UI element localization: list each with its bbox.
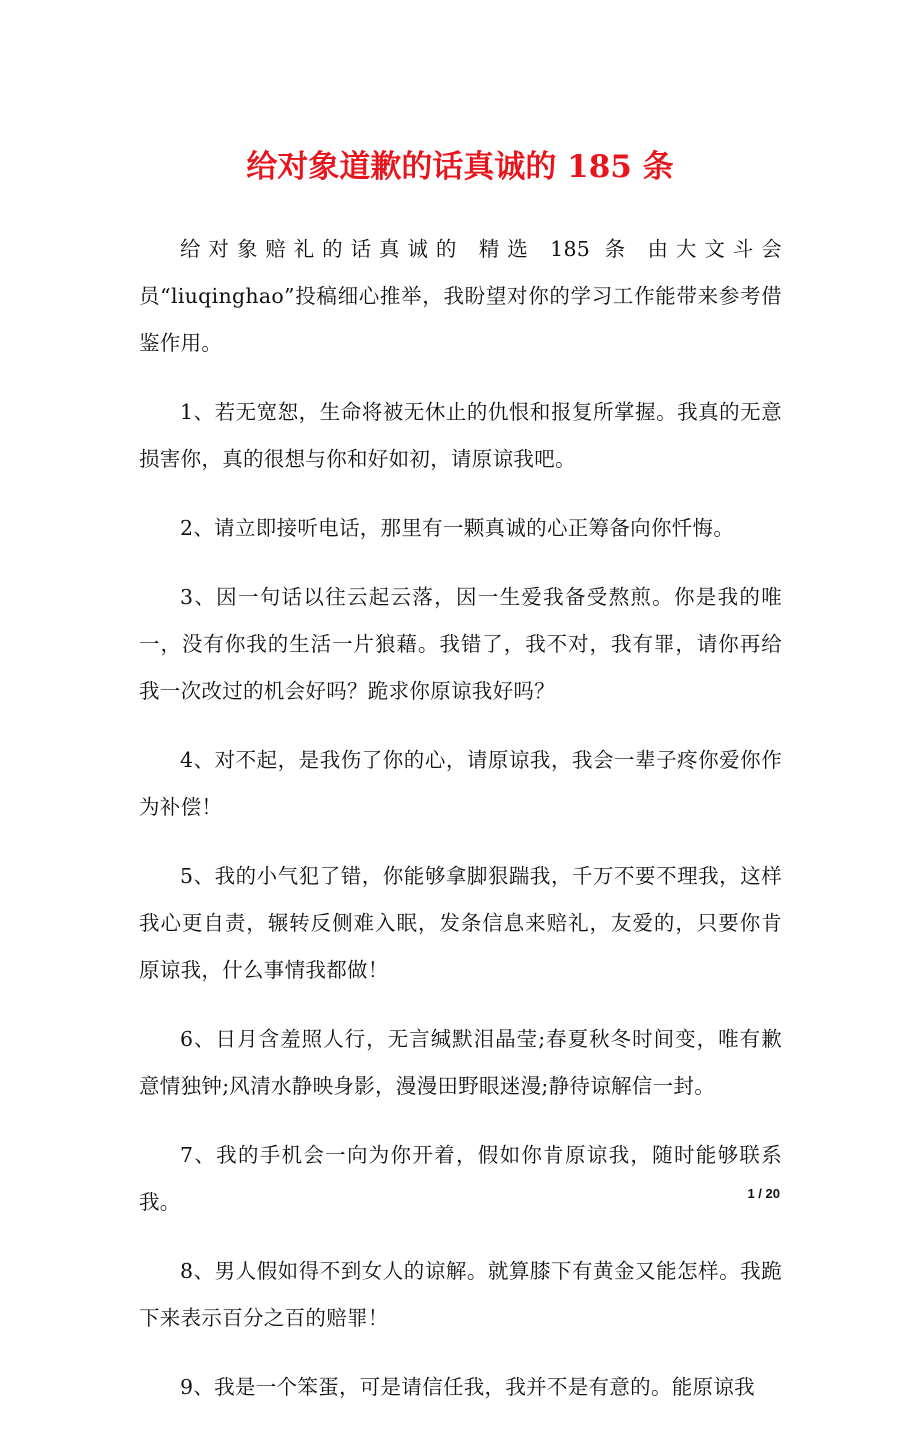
document-title: 给对象道歉的话真诚的 185 条 xyxy=(246,149,674,185)
paragraph-9: 9、我是一个笨蛋，可是请信任我，我并不是有意的。能原谅我 xyxy=(180,1375,755,1399)
paragraph-4: 4、对不起，是我伤了你的心，请原谅我，我会一辈子疼你爱你作为补偿！ xyxy=(139,748,782,819)
page-number: 1 / 20 xyxy=(747,1186,780,1201)
document-body xyxy=(139,226,782,1433)
paragraph-2: 2、请立即接听电话，那里有一颗真诚的心正筹备向你忏悔。 xyxy=(180,516,735,540)
intro-paragraph: 给对象赔礼的话真诚的 精选 185 条 由大文斗会员“liuqinghao”投稿细心推举，我盼望对你的学习工作能带来参考借鉴作用。 xyxy=(139,237,782,355)
paragraph-5: 5、我的小气犯了错，你能够拿脚狠踹我，千万不要不理我，这样我心更自责，辗转反侧难入眠，发条信息来赔礼，友爱的，只要你肯原谅我，什么事情我都做！ xyxy=(139,864,782,982)
paragraph-1: 1、若无宽恕，生命将被无休止的仇恨和报复所掌握。我真的无意损害你，真的很想与你和好如初，请原谅我吧。 xyxy=(139,400,782,471)
paragraph-3: 3、因一句话以往云起云落，因一生爱我备受熬煎。你是我的唯一，没有你我的生活一片狼藉。我错了，我不对，我有罪，请你再给我一次改过的机会好吗？跪求你原谅我好吗？ xyxy=(139,585,782,703)
paragraph-7: 7、我的手机会一向为你开着，假如你肯原谅我，随时能够联系我。 xyxy=(139,1143,782,1214)
paragraph-8: 8、男人假如得不到女人的谅解。就算膝下有黄金又能怎样。我跪下来表示百分之百的赔罪！ xyxy=(139,1259,782,1330)
paragraph-6: 6、日月含羞照人行，无言缄默泪晶莹;春夏秋冬时间变，唯有歉意情独钟;风清水静映身影，漫漫田野眼迷漫;静待谅解信一封。 xyxy=(139,1027,782,1098)
